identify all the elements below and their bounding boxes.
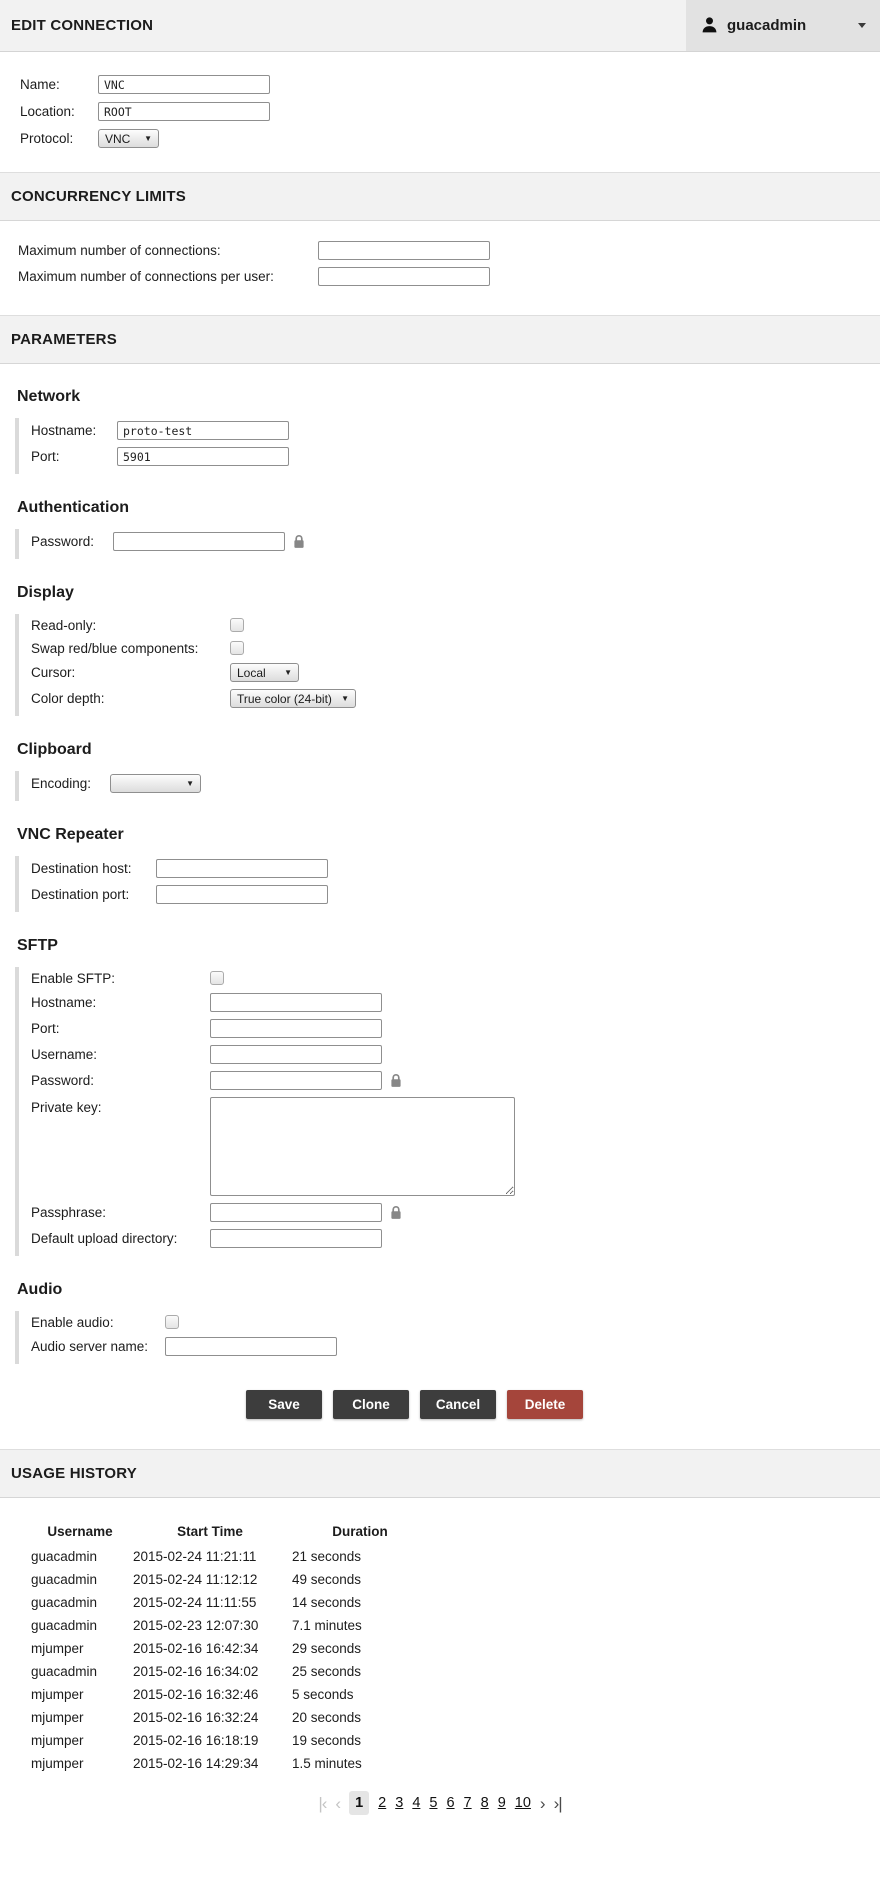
swap-colors-row xyxy=(31,640,880,656)
authentication-fieldset xyxy=(15,529,880,559)
cursor-label: Cursor: xyxy=(31,665,76,680)
vnc-repeater-section-title: VNC Repeater xyxy=(17,826,124,843)
usage-history-row xyxy=(30,1614,430,1637)
usage-duration-cell: 49 seconds xyxy=(292,1572,362,1587)
usage-start-time-cell: 2015-02-24 11:12:12 xyxy=(133,1572,258,1587)
sftp-port-input[interactable] xyxy=(210,1019,382,1038)
usage-username-cell: mjumper xyxy=(31,1710,84,1725)
private-key-label: Private key: xyxy=(31,1100,102,1115)
destination-host-label: Destination host: xyxy=(31,861,132,876)
passphrase-input[interactable] xyxy=(210,1203,382,1222)
enable-sftp-label: Enable SFTP: xyxy=(31,970,116,986)
usage-history-row xyxy=(30,1637,430,1660)
usage-username-cell: mjumper xyxy=(31,1687,84,1702)
cursor-row xyxy=(31,663,880,682)
audio-section-title: Audio xyxy=(17,1281,63,1298)
usage-username-cell: guacadmin xyxy=(31,1618,98,1633)
hostname-input[interactable] xyxy=(117,421,289,440)
dropdown-arrow-icon: ▼ xyxy=(284,668,292,677)
sftp-hostname-row xyxy=(31,993,880,1012)
parameters-section xyxy=(0,388,880,1419)
protocol-row xyxy=(20,129,880,148)
usage-start-time-cell: 2015-02-16 16:42:34 xyxy=(133,1641,259,1656)
delete-button[interactable]: Delete xyxy=(507,1390,583,1419)
encoding-label: Encoding: xyxy=(31,776,92,791)
usage-history-row xyxy=(30,1752,430,1775)
usage-history-row xyxy=(30,1683,430,1706)
last-page-button[interactable]: ›| xyxy=(553,1793,562,1813)
duration-column-header: Duration xyxy=(332,1524,388,1539)
max-connections-row xyxy=(18,241,880,260)
usage-start-time-cell: 2015-02-16 16:34:02 xyxy=(133,1664,259,1679)
encoding-row xyxy=(31,774,880,793)
audio-server-input[interactable] xyxy=(165,1337,337,1356)
upload-directory-row xyxy=(31,1229,880,1248)
user-icon xyxy=(701,16,718,36)
max-connections-per-user-label: Maximum number of connections per user: xyxy=(18,269,274,284)
lock-icon xyxy=(390,1205,402,1220)
concurrency-form xyxy=(0,221,880,315)
usage-duration-cell: 25 seconds xyxy=(292,1664,362,1679)
hostname-row xyxy=(31,421,880,440)
audio-fieldset xyxy=(15,1311,880,1364)
readonly-row xyxy=(31,617,880,633)
usage-username-cell: mjumper xyxy=(31,1733,84,1748)
name-row xyxy=(20,75,880,94)
current-page[interactable]: 1 xyxy=(349,1791,369,1815)
sftp-hostname-input[interactable] xyxy=(210,993,382,1012)
upload-directory-label: Default upload directory: xyxy=(31,1231,178,1246)
sftp-port-row xyxy=(31,1019,880,1038)
first-page-button[interactable]: |‹ xyxy=(318,1793,327,1813)
usage-start-time-cell: 2015-02-23 12:07:30 xyxy=(133,1618,259,1633)
network-fieldset xyxy=(15,418,880,474)
vnc-repeater-fieldset xyxy=(15,856,880,912)
color-depth-row xyxy=(31,689,880,708)
page-header xyxy=(0,0,880,52)
max-connections-label: Maximum number of connections: xyxy=(18,243,221,258)
usage-username-cell: guacadmin xyxy=(31,1595,98,1610)
action-buttons xyxy=(246,1390,880,1419)
port-row xyxy=(31,447,880,466)
cursor-select[interactable] xyxy=(230,663,299,682)
upload-directory-input[interactable] xyxy=(210,1229,382,1248)
username-column-header: Username xyxy=(47,1524,113,1539)
swap-colors-label: Swap red/blue components: xyxy=(31,640,199,656)
dropdown-arrow-icon: ▼ xyxy=(186,779,194,788)
clipboard-section-title: Clipboard xyxy=(17,741,92,758)
page-link[interactable]: 10 xyxy=(514,1795,531,1811)
usage-start-time-cell: 2015-02-16 16:18:19 xyxy=(133,1733,259,1748)
usage-history-row xyxy=(30,1545,430,1568)
cancel-button[interactable]: Cancel xyxy=(420,1390,496,1419)
usage-history-row xyxy=(30,1706,430,1729)
section-header-concurrency: CONCURRENCY LIMITS xyxy=(0,172,880,221)
sftp-section-title: SFTP xyxy=(17,937,58,954)
location-label: Location: xyxy=(20,104,75,119)
sftp-password-input[interactable] xyxy=(210,1071,382,1090)
page-link[interactable]: 6 xyxy=(446,1795,455,1811)
sftp-fieldset xyxy=(15,967,880,1256)
usage-username-cell: mjumper xyxy=(31,1641,84,1656)
password-input[interactable] xyxy=(113,532,285,551)
cursor-select-value: Local xyxy=(237,665,266,680)
usage-start-time-cell: 2015-02-16 16:32:24 xyxy=(133,1710,259,1725)
page-link[interactable]: 5 xyxy=(429,1795,438,1811)
sftp-password-label: Password: xyxy=(31,1073,95,1088)
color-depth-label: Color depth: xyxy=(31,691,105,706)
usage-duration-cell: 20 seconds xyxy=(292,1710,362,1725)
enable-audio-label: Enable audio: xyxy=(31,1314,114,1330)
color-depth-select[interactable] xyxy=(230,689,356,708)
chevron-down-icon xyxy=(858,23,866,28)
destination-port-label: Destination port: xyxy=(31,887,130,902)
sftp-hostname-label: Hostname: xyxy=(31,995,97,1010)
usage-history-header-row xyxy=(30,1520,430,1545)
sftp-username-input[interactable] xyxy=(210,1045,382,1064)
user-menu[interactable] xyxy=(686,0,880,51)
enable-sftp-row xyxy=(31,970,880,986)
swap-colors-checkbox[interactable] xyxy=(230,641,244,655)
page-link[interactable]: 4 xyxy=(412,1795,421,1811)
previous-page-button[interactable]: ‹ xyxy=(335,1793,341,1813)
usage-username-cell: mjumper xyxy=(31,1756,84,1771)
user-menu-username: guacadmin xyxy=(727,17,807,34)
page-title: EDIT CONNECTION xyxy=(11,17,154,34)
usage-history-section xyxy=(0,1520,880,1815)
usage-start-time-cell: 2015-02-24 11:11:55 xyxy=(133,1595,257,1610)
usage-start-time-cell: 2015-02-24 11:21:11 xyxy=(133,1549,257,1564)
password-row xyxy=(31,532,880,551)
encoding-select[interactable] xyxy=(110,774,201,793)
usage-history-table xyxy=(30,1520,430,1775)
page-link[interactable]: 3 xyxy=(395,1795,404,1811)
page-link[interactable]: 2 xyxy=(378,1795,387,1811)
readonly-label: Read-only: xyxy=(31,617,97,633)
usage-history-row xyxy=(30,1660,430,1683)
enable-sftp-checkbox[interactable] xyxy=(210,971,224,985)
destination-port-row xyxy=(31,885,880,904)
enable-audio-checkbox[interactable] xyxy=(165,1315,179,1329)
max-connections-per-user-row xyxy=(18,267,880,286)
pagination xyxy=(0,1791,880,1815)
destination-host-row xyxy=(31,859,880,878)
usage-start-time-cell: 2015-02-16 16:32:46 xyxy=(133,1687,259,1702)
destination-host-input[interactable] xyxy=(156,859,328,878)
max-connections-per-user-input[interactable] xyxy=(318,267,490,286)
lock-icon xyxy=(390,1073,402,1088)
location-input[interactable] xyxy=(98,102,270,121)
save-button[interactable]: Save xyxy=(246,1390,322,1419)
destination-port-input[interactable] xyxy=(156,885,328,904)
usage-history-row xyxy=(30,1591,430,1614)
clone-button[interactable]: Clone xyxy=(333,1390,409,1419)
audio-server-label: Audio server name: xyxy=(31,1339,149,1354)
page-link[interactable]: 9 xyxy=(497,1795,506,1811)
usage-duration-cell: 7.1 minutes xyxy=(292,1618,362,1633)
sftp-username-row xyxy=(31,1045,880,1064)
usage-duration-cell: 21 seconds xyxy=(292,1549,362,1564)
dropdown-arrow-icon: ▼ xyxy=(144,134,152,143)
port-label: Port: xyxy=(31,449,60,464)
network-section-title: Network xyxy=(17,388,81,405)
usage-duration-cell: 5 seconds xyxy=(292,1687,354,1702)
section-header-usage-history: USAGE HISTORY xyxy=(0,1449,880,1498)
sftp-port-label: Port: xyxy=(31,1021,60,1036)
protocol-select[interactable] xyxy=(98,129,159,148)
password-label: Password: xyxy=(31,534,95,549)
page-link[interactable]: 8 xyxy=(480,1795,489,1811)
protocol-select-value: VNC xyxy=(105,131,131,146)
next-page-button[interactable]: › xyxy=(539,1793,545,1813)
lock-icon xyxy=(293,534,305,549)
start-time-column-header: Start Time xyxy=(177,1524,243,1539)
usage-username-cell: guacadmin xyxy=(31,1549,98,1564)
private-key-textarea[interactable] xyxy=(210,1097,515,1196)
passphrase-row xyxy=(31,1203,880,1222)
section-header-parameters: PARAMETERS xyxy=(0,315,880,364)
display-section-title: Display xyxy=(17,584,74,601)
hostname-label: Hostname: xyxy=(31,423,97,438)
passphrase-label: Passphrase: xyxy=(31,1205,107,1220)
authentication-section-title: Authentication xyxy=(17,499,129,516)
color-depth-select-value: True color (24-bit) xyxy=(237,691,332,706)
clipboard-fieldset xyxy=(15,771,880,801)
usage-history-row xyxy=(30,1729,430,1752)
usage-username-cell: guacadmin xyxy=(31,1664,98,1679)
usage-duration-cell: 14 seconds xyxy=(292,1595,362,1610)
usage-duration-cell: 19 seconds xyxy=(292,1733,362,1748)
name-label: Name: xyxy=(20,77,60,92)
audio-server-row xyxy=(31,1337,880,1356)
protocol-label: Protocol: xyxy=(20,131,74,146)
connection-general-form xyxy=(0,52,880,172)
dropdown-arrow-icon: ▼ xyxy=(341,694,349,703)
usage-history-row xyxy=(30,1568,430,1591)
max-connections-input[interactable] xyxy=(318,241,490,260)
location-row xyxy=(20,102,880,121)
readonly-checkbox[interactable] xyxy=(230,618,244,632)
private-key-row xyxy=(31,1097,880,1196)
name-input[interactable] xyxy=(98,75,270,94)
enable-audio-row xyxy=(31,1314,880,1330)
page-link[interactable]: 7 xyxy=(463,1795,472,1811)
usage-duration-cell: 29 seconds xyxy=(292,1641,362,1656)
port-input[interactable] xyxy=(117,447,289,466)
usage-duration-cell: 1.5 minutes xyxy=(292,1756,362,1771)
display-fieldset xyxy=(15,614,880,716)
usage-username-cell: guacadmin xyxy=(31,1572,98,1587)
sftp-password-row xyxy=(31,1071,880,1090)
sftp-username-label: Username: xyxy=(31,1047,98,1062)
usage-start-time-cell: 2015-02-16 14:29:34 xyxy=(133,1756,259,1771)
